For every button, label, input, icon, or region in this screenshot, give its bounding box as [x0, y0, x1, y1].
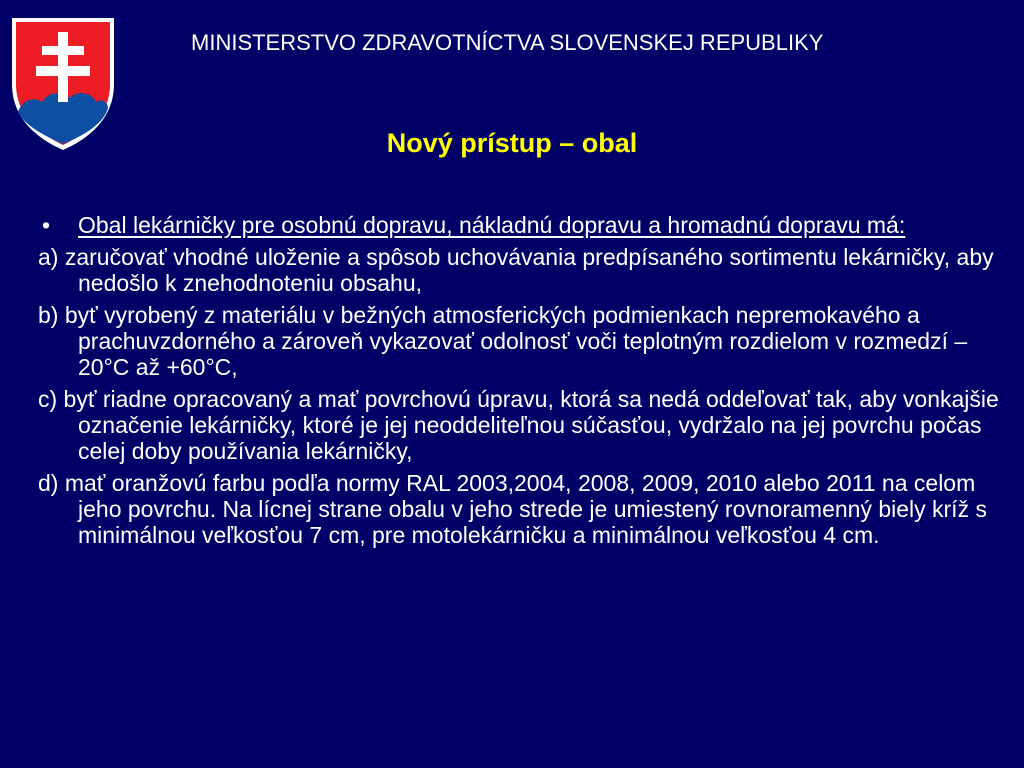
ministry-header: MINISTERSTVO ZDRAVOTNÍCTVA SLOVENSKEJ REPUBLIKY: [191, 30, 824, 55]
list-item-c: c) byť riadne opracovaný a mať povrchovú úpravu, ktorá sa nedá oddeľovať tak, aby vonkajšie označenie lekárničky, ktoré je jej neoddeliteľnou súčasťou, vydržalo na jej povrchu počas celej doby používania lekárničky,: [38, 386, 999, 464]
bullet-symbol: •: [42, 212, 51, 238]
list-item-b: b) byť vyrobený z materiálu v bežných atmosferických podmienkach nepremokavého a prachuvzdorného a zároveň vykazovať odolnosť voči teplotným rozdielom v rozmedzí –20°C až +60°C,: [38, 302, 968, 380]
slide-content: [38, 212, 1013, 554]
slide-title: Nový prístup – obal: [386, 128, 638, 158]
list-item-d: d) mať oranžovú farbu podľa normy RAL 2003,2004, 2008, 2009, 2010 alebo 2011 na celom jeho povrchu. Na lícnej strane obalu v jeho strede je umiestený rovnoramenný biely kríž s minimálnou veľkosťou 7 cm, pre motolekárničku a minimálnou veľkosťou 4 cm.: [38, 470, 987, 548]
bullet-paragraph: [38, 212, 1013, 238]
list-item-a: a) zaručovať vhodné uloženie a spôsob uchovávania predpísaného sortimentu lekárničky, aby nedošlo k znehodnoteniu obsahu,: [38, 244, 994, 296]
bullet-text: Obal lekárničky pre osobnú dopravu, nákladnú dopravu a hromadnú dopravu má:: [78, 212, 906, 238]
